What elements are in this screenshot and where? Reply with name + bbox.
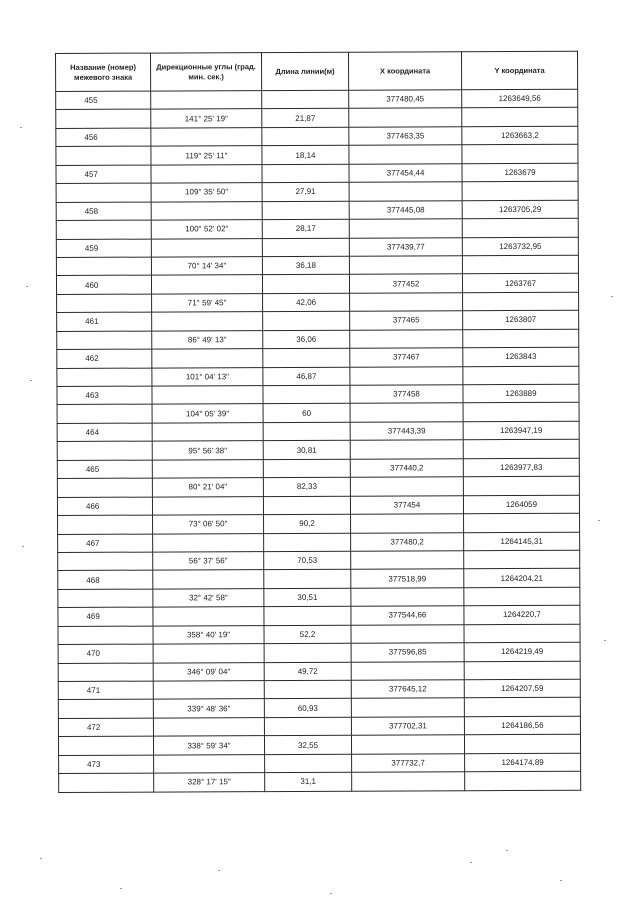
empty-cell [153, 533, 264, 552]
point-name: 470 [58, 644, 153, 663]
segment-row [58, 735, 580, 756]
point-name: 456 [56, 128, 151, 147]
x-coordinate: 377518,99 [351, 569, 464, 588]
empty-cell [58, 626, 153, 645]
point-row [58, 716, 580, 737]
point-row [57, 384, 579, 405]
y-coordinate: 1264145,31 [464, 532, 580, 551]
empty-cell [463, 329, 579, 348]
empty-cell [351, 661, 464, 680]
empty-cell [262, 238, 349, 257]
direction-angle: 141° 25' 19" [151, 109, 262, 128]
empty-cell [351, 735, 464, 754]
empty-cell [263, 422, 350, 441]
x-coordinate: 377454,44 [349, 163, 462, 182]
x-coordinate: 377440,2 [350, 458, 463, 477]
y-coordinate: 1264174,89 [465, 753, 581, 772]
empty-cell [350, 440, 463, 459]
direction-angle: 104° 05' 39" [152, 404, 263, 423]
line-length: 36,06 [263, 330, 350, 349]
empty-cell [151, 127, 262, 146]
empty-cell [463, 403, 579, 422]
line-length: 52,2 [264, 625, 351, 644]
empty-cell [350, 477, 463, 496]
point-row [57, 310, 579, 331]
y-coordinate: 1263767 [462, 274, 578, 293]
direction-angle: 101° 04' 13" [152, 367, 263, 386]
line-length: 32,55 [264, 736, 351, 755]
point-row [57, 421, 579, 442]
empty-cell [465, 771, 581, 790]
empty-cell [463, 366, 579, 385]
point-row [57, 347, 579, 368]
empty-cell [152, 312, 263, 331]
line-length: 49,72 [264, 662, 351, 681]
empty-cell [349, 182, 462, 201]
line-length: 82,33 [263, 477, 350, 496]
empty-cell [263, 348, 350, 367]
line-length: 90,2 [264, 514, 351, 533]
line-length: 42,06 [263, 293, 350, 312]
empty-cell [349, 256, 462, 275]
point-name: 455 [56, 91, 151, 110]
y-coordinate: 1263732,95 [462, 237, 578, 256]
point-row [58, 569, 580, 590]
empty-cell [462, 218, 578, 237]
point-name: 469 [58, 607, 153, 626]
scan-speck [20, 127, 22, 128]
empty-cell [56, 146, 151, 165]
point-name: 471 [58, 681, 153, 700]
line-length: 28,17 [262, 219, 349, 238]
x-coordinate: 377467 [350, 348, 463, 367]
y-coordinate: 1263977,83 [463, 458, 579, 477]
empty-cell [153, 570, 264, 589]
scan-speck [604, 640, 606, 641]
empty-cell [464, 698, 580, 717]
empty-cell [351, 698, 464, 717]
direction-angle: 73° 06' 50" [153, 515, 264, 534]
point-row [57, 458, 579, 479]
point-row [59, 753, 581, 774]
y-coordinate: 1263947,19 [463, 421, 579, 440]
x-coordinate: 377463,35 [349, 127, 462, 146]
direction-angle: 346° 09' 04" [153, 662, 264, 681]
header-x: X координата [348, 52, 461, 90]
line-length: 21,87 [262, 109, 349, 128]
x-coordinate: 377732,7 [352, 753, 465, 772]
empty-cell [58, 589, 153, 608]
segment-row [58, 698, 580, 719]
point-name: 461 [57, 312, 152, 331]
direction-angle: 32° 42' 58" [153, 588, 264, 607]
x-coordinate: 377596,85 [351, 643, 464, 662]
y-coordinate: 1263663,2 [462, 126, 578, 145]
line-length: 60,93 [264, 699, 351, 718]
point-name: 466 [57, 497, 152, 516]
x-coordinate: 377439,77 [349, 237, 462, 256]
point-name: 459 [56, 239, 151, 258]
empty-cell [58, 700, 153, 719]
line-length: 31,1 [265, 772, 352, 791]
point-name: 468 [58, 570, 153, 589]
scan-speck [470, 862, 472, 863]
point-row [56, 89, 578, 110]
empty-cell [151, 238, 262, 257]
empty-cell [463, 476, 579, 495]
empty-cell [57, 331, 152, 350]
direction-angle: 86° 49' 13" [152, 330, 263, 349]
empty-cell [464, 735, 580, 754]
segment-row [58, 513, 580, 534]
point-name: 473 [59, 755, 154, 774]
y-coordinate: 1263649,56 [462, 89, 578, 108]
point-name: 457 [56, 165, 151, 184]
survey-table [55, 51, 581, 793]
empty-cell [349, 145, 462, 164]
empty-cell [349, 219, 462, 238]
segment-row [58, 624, 580, 645]
x-coordinate: 377480,2 [351, 532, 464, 551]
empty-cell [151, 91, 262, 110]
y-coordinate: 1263705,29 [462, 200, 578, 219]
line-length: 30,81 [263, 441, 350, 460]
empty-cell [464, 550, 580, 569]
scan-speck [30, 380, 32, 381]
x-coordinate: 377645,12 [351, 680, 464, 699]
y-coordinate: 1263679 [462, 163, 578, 182]
empty-cell [152, 496, 263, 515]
empty-cell [57, 294, 152, 313]
x-coordinate: 377465 [350, 311, 463, 330]
direction-angle: 339° 48' 36" [153, 699, 264, 718]
empty-cell [462, 181, 578, 200]
empty-cell [350, 403, 463, 422]
y-coordinate: 1264186,56 [464, 716, 580, 735]
scan-speck [506, 850, 508, 851]
point-row [58, 605, 580, 626]
point-row [56, 274, 578, 295]
empty-cell [262, 201, 349, 220]
x-coordinate: 377544,66 [351, 606, 464, 625]
segment-row [56, 145, 578, 166]
empty-cell [462, 108, 578, 127]
line-length: 60 [263, 404, 350, 423]
empty-cell [351, 551, 464, 570]
empty-cell [463, 440, 579, 459]
empty-cell [57, 478, 152, 497]
empty-cell [262, 90, 349, 109]
empty-cell [264, 680, 351, 699]
empty-cell [263, 311, 350, 330]
scan-speck [611, 296, 613, 297]
empty-cell [463, 292, 579, 311]
point-name: 462 [57, 349, 152, 368]
empty-cell [151, 275, 262, 294]
scan-speck [26, 286, 28, 287]
empty-cell [154, 754, 265, 773]
segment-row [56, 181, 578, 202]
segment-row [57, 440, 579, 461]
direction-angle: 338° 59' 34" [153, 736, 264, 755]
point-row [57, 495, 579, 516]
point-row [58, 679, 580, 700]
empty-cell [153, 681, 264, 700]
direction-angle: 80° 21' 04" [152, 478, 263, 497]
y-coordinate: 1264219,49 [464, 642, 580, 661]
scan-speck [560, 880, 562, 881]
point-name: 465 [57, 460, 152, 479]
empty-cell [57, 368, 152, 387]
header-length: Длина линии(м) [262, 52, 349, 90]
direction-angle: 71° 59' 45" [152, 293, 263, 312]
empty-cell [262, 275, 349, 294]
empty-cell [152, 349, 263, 368]
line-length: 18,14 [262, 146, 349, 165]
empty-cell [263, 459, 350, 478]
point-name: 458 [56, 202, 151, 221]
point-row [56, 126, 578, 147]
y-coordinate: 1263843 [463, 347, 579, 366]
empty-cell [57, 405, 152, 424]
y-coordinate: 1264059 [463, 495, 579, 514]
direction-angle: 119° 25' 11" [151, 146, 262, 165]
x-coordinate: 377458 [350, 385, 463, 404]
direction-angle: 109° 35' 50" [151, 183, 262, 202]
empty-cell [264, 643, 351, 662]
scan-speck [218, 870, 220, 871]
line-length: 36,18 [262, 256, 349, 275]
direction-angle: 100° 52' 02" [151, 220, 262, 239]
empty-cell [57, 441, 152, 460]
empty-cell [264, 717, 351, 736]
header-name: Название (номер) межевого знака [56, 53, 151, 91]
empty-cell [462, 255, 578, 274]
y-coordinate: 1264204,21 [464, 569, 580, 588]
scan-speck [120, 888, 122, 889]
empty-cell [350, 366, 463, 385]
direction-angle: 358° 40' 19" [153, 625, 264, 644]
empty-cell [264, 533, 351, 552]
point-row [58, 642, 580, 663]
empty-cell [56, 220, 151, 239]
direction-angle: 70° 14' 34" [151, 257, 262, 276]
empty-cell [262, 164, 349, 183]
empty-cell [263, 496, 350, 515]
empty-cell [56, 183, 151, 202]
line-length: 70,53 [264, 551, 351, 570]
line-length: 30,51 [264, 588, 351, 607]
segment-row [57, 292, 579, 313]
segment-row [58, 587, 580, 608]
point-name: 464 [57, 423, 152, 442]
empty-cell [351, 624, 464, 643]
x-coordinate: 377702,31 [351, 717, 464, 736]
segment-row [56, 218, 578, 239]
segment-row [56, 108, 578, 129]
direction-angle: 56° 37' 56" [153, 552, 264, 571]
y-coordinate: 1263807 [463, 310, 579, 329]
segment-row [59, 771, 581, 792]
empty-cell [58, 552, 153, 571]
point-name: 467 [58, 534, 153, 553]
empty-cell [349, 108, 462, 127]
x-coordinate: 377443,39 [350, 422, 463, 441]
point-name: 463 [57, 386, 152, 405]
x-coordinate: 377445,08 [349, 200, 462, 219]
point-name: 460 [56, 275, 151, 294]
scan-speck [330, 893, 332, 894]
point-row [58, 532, 580, 553]
empty-cell [264, 606, 351, 625]
x-coordinate: 377454 [350, 495, 463, 514]
segment-row [57, 329, 579, 350]
empty-cell [462, 145, 578, 164]
scan-speck [22, 546, 24, 547]
segment-row [57, 476, 579, 497]
empty-cell [351, 588, 464, 607]
x-coordinate: 377452 [349, 274, 462, 293]
scan-speck [40, 858, 42, 859]
empty-cell [264, 570, 351, 589]
scan-speck [598, 520, 600, 521]
header-row [56, 51, 578, 91]
empty-cell [56, 257, 151, 276]
empty-cell [58, 663, 153, 682]
empty-cell [464, 587, 580, 606]
y-coordinate: 1263889 [463, 384, 579, 403]
empty-cell [464, 513, 580, 532]
empty-cell [263, 385, 350, 404]
empty-cell [265, 754, 352, 773]
empty-cell [58, 736, 153, 755]
empty-cell [464, 624, 580, 643]
direction-angle: 95° 56' 38" [152, 441, 263, 460]
direction-angle: 328° 17' 15" [154, 773, 265, 792]
segment-row [56, 255, 578, 276]
line-length: 27,91 [262, 182, 349, 201]
empty-cell [350, 293, 463, 312]
y-coordinate: 1264207,59 [464, 679, 580, 698]
line-length: 46,87 [263, 367, 350, 386]
empty-cell [56, 110, 151, 129]
header-angle: Дирекционные углы (град. мин. сек.) [151, 53, 262, 91]
empty-cell [152, 422, 263, 441]
empty-cell [350, 329, 463, 348]
empty-cell [351, 514, 464, 533]
empty-cell [262, 127, 349, 146]
segment-row [57, 366, 579, 387]
y-coordinate: 1264220,7 [464, 605, 580, 624]
point-row [56, 200, 578, 221]
empty-cell [352, 772, 465, 791]
segment-row [57, 403, 579, 424]
x-coordinate: 377480,45 [349, 90, 462, 109]
empty-cell [153, 644, 264, 663]
empty-cell [153, 717, 264, 736]
empty-cell [152, 386, 263, 405]
empty-cell [151, 201, 262, 220]
segment-row [58, 550, 580, 571]
point-row [56, 163, 578, 184]
empty-cell [152, 459, 263, 478]
empty-cell [464, 661, 580, 680]
header-y: Y координата [461, 51, 577, 90]
segment-row [58, 661, 580, 682]
empty-cell [151, 164, 262, 183]
point-name: 472 [58, 718, 153, 737]
empty-cell [59, 773, 154, 792]
empty-cell [153, 607, 264, 626]
point-row [56, 237, 578, 258]
empty-cell [58, 515, 153, 534]
